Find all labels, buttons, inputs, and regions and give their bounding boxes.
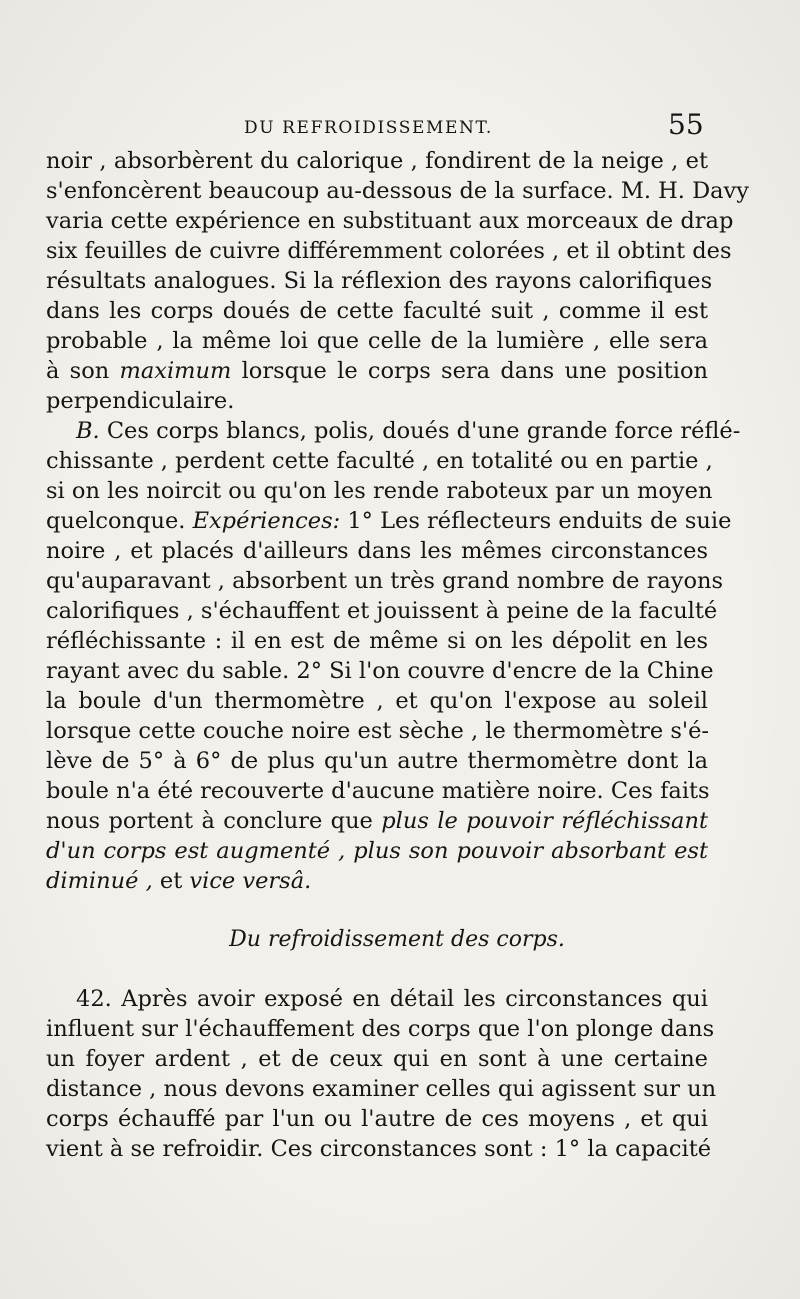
text-line: [46, 806, 708, 836]
italic-term: vice versâ.: [189, 868, 312, 894]
text-line: si on les noircit ou qu'on les rende raboteux par un moyen: [46, 478, 713, 504]
text-line: chissante , perdent cette faculté , en totalité ou en partie ,: [46, 448, 713, 474]
text-line: calorifiques , s'échauffent et jouissent à peine de la faculté: [46, 598, 718, 624]
text-line: un foyer ardent , et de ceux qui en sont à une certaine: [46, 1046, 708, 1072]
text-line: dans les corps doués de cette faculté suit , comme il est: [46, 298, 708, 324]
page-number: 55: [668, 108, 704, 141]
text-line: [46, 416, 741, 446]
text-line: [46, 506, 732, 536]
text-line: varia cette expérience en substituant aux morceaux de drap: [46, 208, 734, 234]
text-segment: à son: [46, 358, 120, 384]
text-line: lève de 5° à 6° de plus qu'un autre thermomètre dont la: [46, 748, 708, 774]
text-line: la boule d'un thermomètre , et qu'on l'expose au soleil: [46, 688, 708, 714]
text-line: noir , absorbèrent du calorique , fondirent de la neige , et: [46, 148, 708, 174]
text-line: probable , la même loi que celle de la lumière , elle sera: [46, 328, 708, 354]
running-head: [0, 108, 800, 144]
text-line: rayant avec du sable. 2° Si l'on couvre d'encre de la Chine: [46, 658, 714, 684]
italic-term: Expériences:: [192, 508, 341, 534]
text-line: boule n'a été recouverte d'aucune matière noire. Ces faits: [46, 778, 710, 804]
italic-term: diminué ,: [46, 868, 153, 894]
text-line: corps échauffé par l'un ou l'autre de ces moyens , et qui: [46, 1106, 708, 1132]
text-line: [46, 866, 708, 896]
text-line: [46, 356, 708, 386]
text-segment: lorsque le corps sera dans une position: [231, 358, 708, 384]
italic-term: maximum: [119, 358, 232, 384]
text-segment: quelconque.: [46, 508, 193, 534]
text-line: distance , nous devons examiner celles qui agissent sur un: [46, 1076, 717, 1102]
body-text: [46, 146, 749, 1164]
text-segment: 1° Les réflecteurs enduits de suie: [340, 508, 732, 534]
section-heading: Du refroidissement des corps.: [229, 927, 565, 952]
text-line: 42. Après avoir exposé en détail les circonstances qui: [76, 986, 708, 1012]
spacer: [46, 970, 708, 984]
italic-term: d'un corps est augmenté , plus son pouvoir absorbant est: [46, 838, 708, 864]
italic-term: B.: [76, 418, 100, 444]
spacer: [46, 896, 708, 910]
running-title: DU REFROIDISSEMENT.: [244, 118, 493, 138]
text-line: réfléchissante : il en est de même si on les dépolit en les: [46, 628, 708, 654]
text-line: vient à se refroidir. Ces circonstances sont : 1° la capacité: [46, 1136, 712, 1162]
text-line: perpendiculaire.: [46, 388, 235, 414]
text-line: qu'auparavant , absorbent un très grand nombre de rayons: [46, 568, 724, 594]
text-line: [46, 836, 708, 866]
text-line: résultats analogues. Si la réflexion des rayons calorifiques: [46, 268, 713, 294]
text-line: six feuilles de cuivre différemment colorées , et il obtint des: [46, 238, 732, 264]
text-line: s'enfoncèrent beaucoup au-dessous de la surface. M. H. Davy: [46, 178, 749, 204]
italic-term: plus le pouvoir réfléchissant: [381, 808, 708, 834]
text-segment: Ces corps blancs, polis, doués d'une grande force réflé-: [99, 418, 741, 444]
text-line: influent sur l'échauffement des corps que l'on plonge dans: [46, 1016, 715, 1042]
text-line: noire , et placés d'ailleurs dans les mêmes circonstances: [46, 538, 708, 564]
text-segment: et: [152, 868, 190, 894]
text-segment: nous portent à conclure que: [46, 808, 382, 834]
text-line: lorsque cette couche noire est sèche , le thermomètre s'é-: [46, 718, 710, 744]
